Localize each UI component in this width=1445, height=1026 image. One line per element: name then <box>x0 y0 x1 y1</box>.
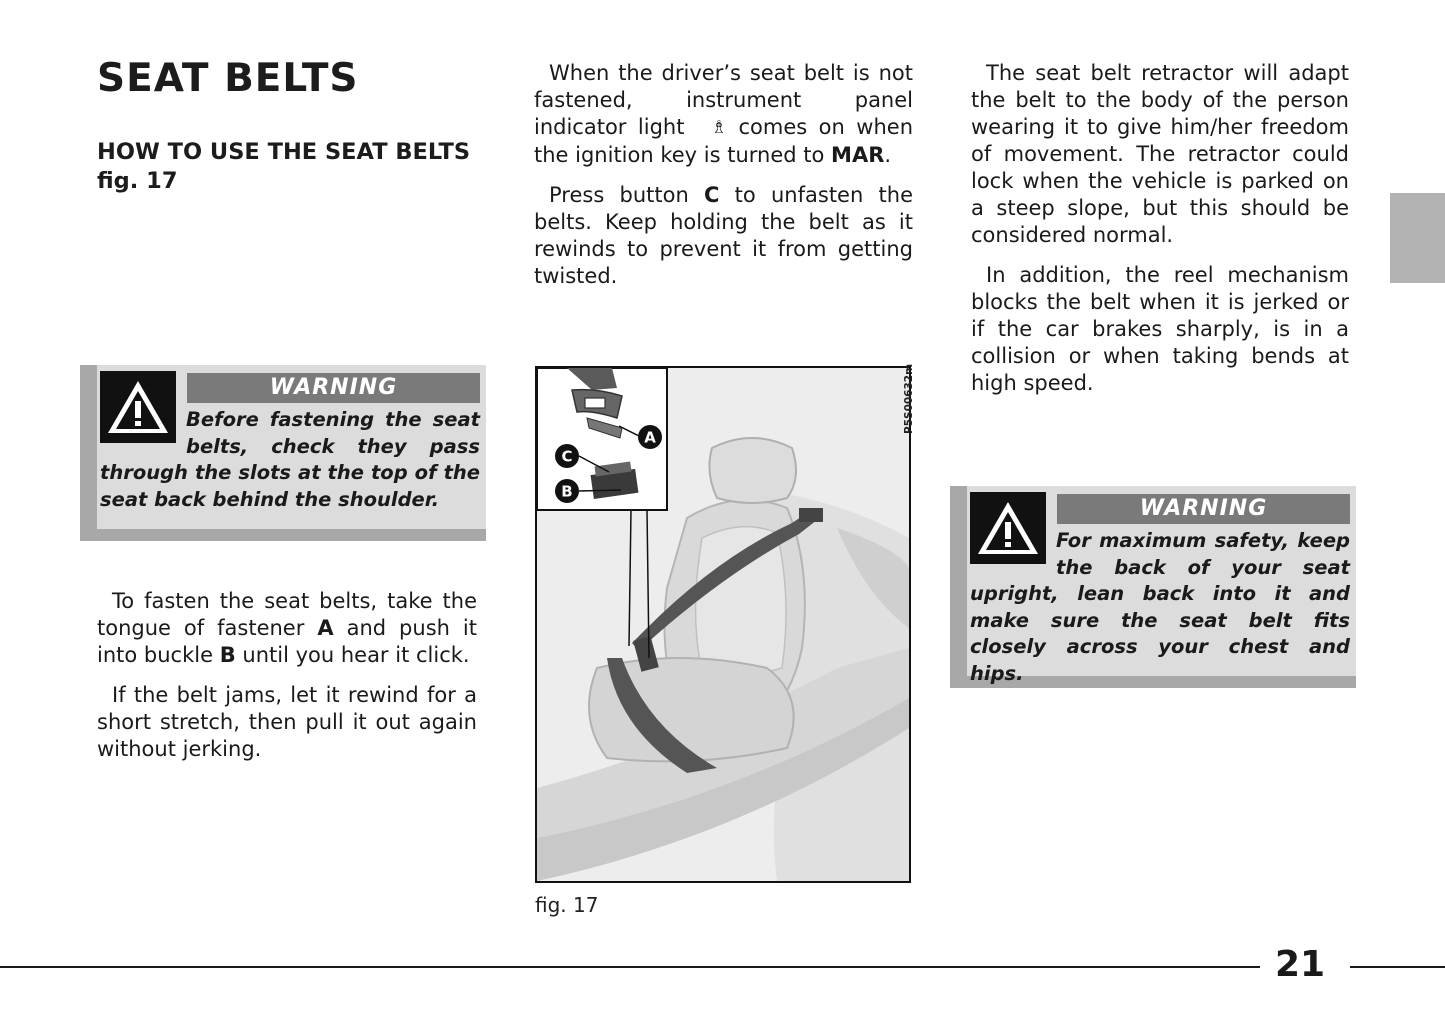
footer-rule-left <box>0 966 1260 968</box>
paragraph-indicator: When the driver’s seat belt is not fastened, instrument panel indicator light ♗ comes on when the ignition key is turned to MAR. <box>534 61 913 167</box>
section-subheading: HOW TO USE THE SEAT BELTS fig. 17 <box>97 139 471 194</box>
warning-box-1 <box>80 365 486 541</box>
callout-b: B <box>561 482 573 501</box>
paragraph-retractor: The seat belt retractor will adapt the belt to the body of the person wearing it to give him/her freedom of movement. The retractor could lock when the vehicle is parked on a steep slope, but this should be considered normal. <box>971 61 1349 247</box>
callout-c: C <box>561 447 573 466</box>
seat-illustration-drawing <box>537 368 909 881</box>
warning-label: WARNING <box>1057 494 1350 524</box>
figure-caption: fig. 17 <box>535 893 599 917</box>
callout-a: A <box>644 428 656 447</box>
warning-label: WARNING <box>187 373 480 403</box>
page-number: 21 <box>1275 944 1326 985</box>
chapter-side-tab <box>1390 193 1445 283</box>
column-1 <box>97 588 477 776</box>
footer-rule-right <box>1350 966 1445 968</box>
page-title: SEAT BELTS <box>97 56 359 101</box>
warning-text: For maximum safety, keep the back of your seat upright, lean back into it and make sure the seat belt fits closely across your chest and hips. <box>970 529 1350 685</box>
figure-code: P5S00632m <box>903 363 915 434</box>
paragraph-reel: In addition, the reel mechanism blocks the belt when it is jerked or if the car brakes sharply, is in a collision or when taking bends at high speed. <box>971 263 1349 395</box>
paragraph-jam: If the belt jams, let it rewind for a short stretch, then pull it out again without jerking. <box>97 683 477 761</box>
warning-text: Before fastening the seat belts, check they pass through the slots at the top of the seat back behind the shoulder. <box>100 408 480 511</box>
seat-belt-illustration <box>535 366 911 883</box>
column-3 <box>971 60 1349 410</box>
column-2 <box>534 60 913 303</box>
seat-belt-warning-icon: ♗ <box>710 117 728 138</box>
paragraph-unfasten: Press button C to unfasten the belts. Keep holding the belt as it rewinds to prevent it from getting twisted. <box>534 183 913 288</box>
warning-box-2 <box>950 486 1356 688</box>
paragraph-fasten: To fasten the seat belts, take the tongue of fastener A and push it into buckle B until you hear it click. <box>97 589 477 667</box>
